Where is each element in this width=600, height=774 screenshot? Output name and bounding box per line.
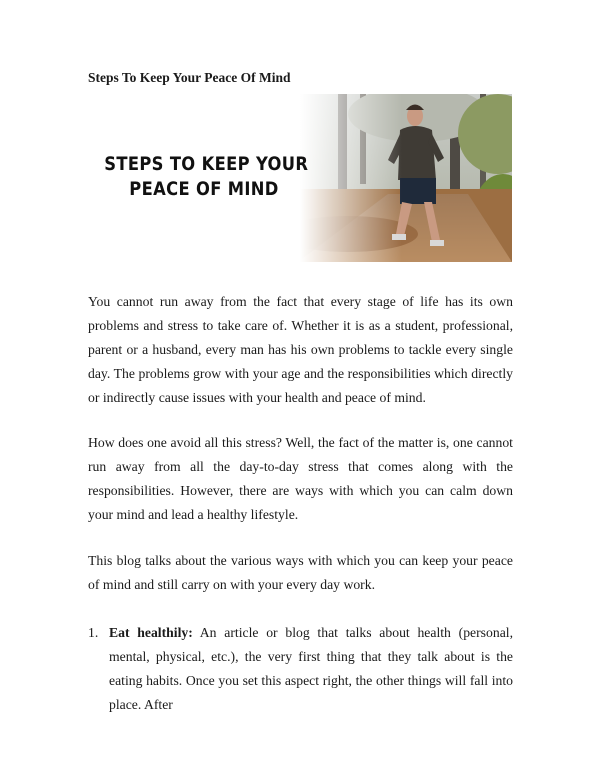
list-item-body: An article or blog that talks about health (personal, mental, physical, etc.), the very first thing that they talk about is the eating habits. Once you set this aspect right, the other things will fall into place. After (109, 625, 513, 712)
stress-paragraph: How does one avoid all this stress? Well, the fact of the matter is, one cannot run away from all the day-to-day stress that comes along with the responsibilities. However, there are ways with which you can calm down your mind and lead a healthy lifestyle. (88, 435, 513, 522)
list-item-heading: Eat healthily: (109, 625, 193, 640)
blog-summary-paragraph: This blog talks about the various ways with which you can keep your peace of mind and still carry on with your every day work. (88, 553, 513, 592)
document-title: Steps To Keep Your Peace Of Mind (88, 70, 291, 85)
hero-heading (104, 152, 309, 202)
hero-banner-image (88, 94, 512, 262)
hero-heading-line-1: STEPS TO KEEP YOUR (104, 153, 309, 175)
intro-paragraph: You cannot run away from the fact that every stage of life has its own problems and stress to take care of. Whether it is as a student, professional, parent or a husband, every man has his own problems to tackle every single day. The problems grow with your age and the responsibilities which directly or indirectly cause issues with your health and peace of mind. (88, 294, 513, 405)
hero-heading-line-2: PEACE OF MIND (129, 178, 279, 200)
list-item-number: 1. (88, 625, 99, 640)
list-item-text (109, 621, 513, 717)
